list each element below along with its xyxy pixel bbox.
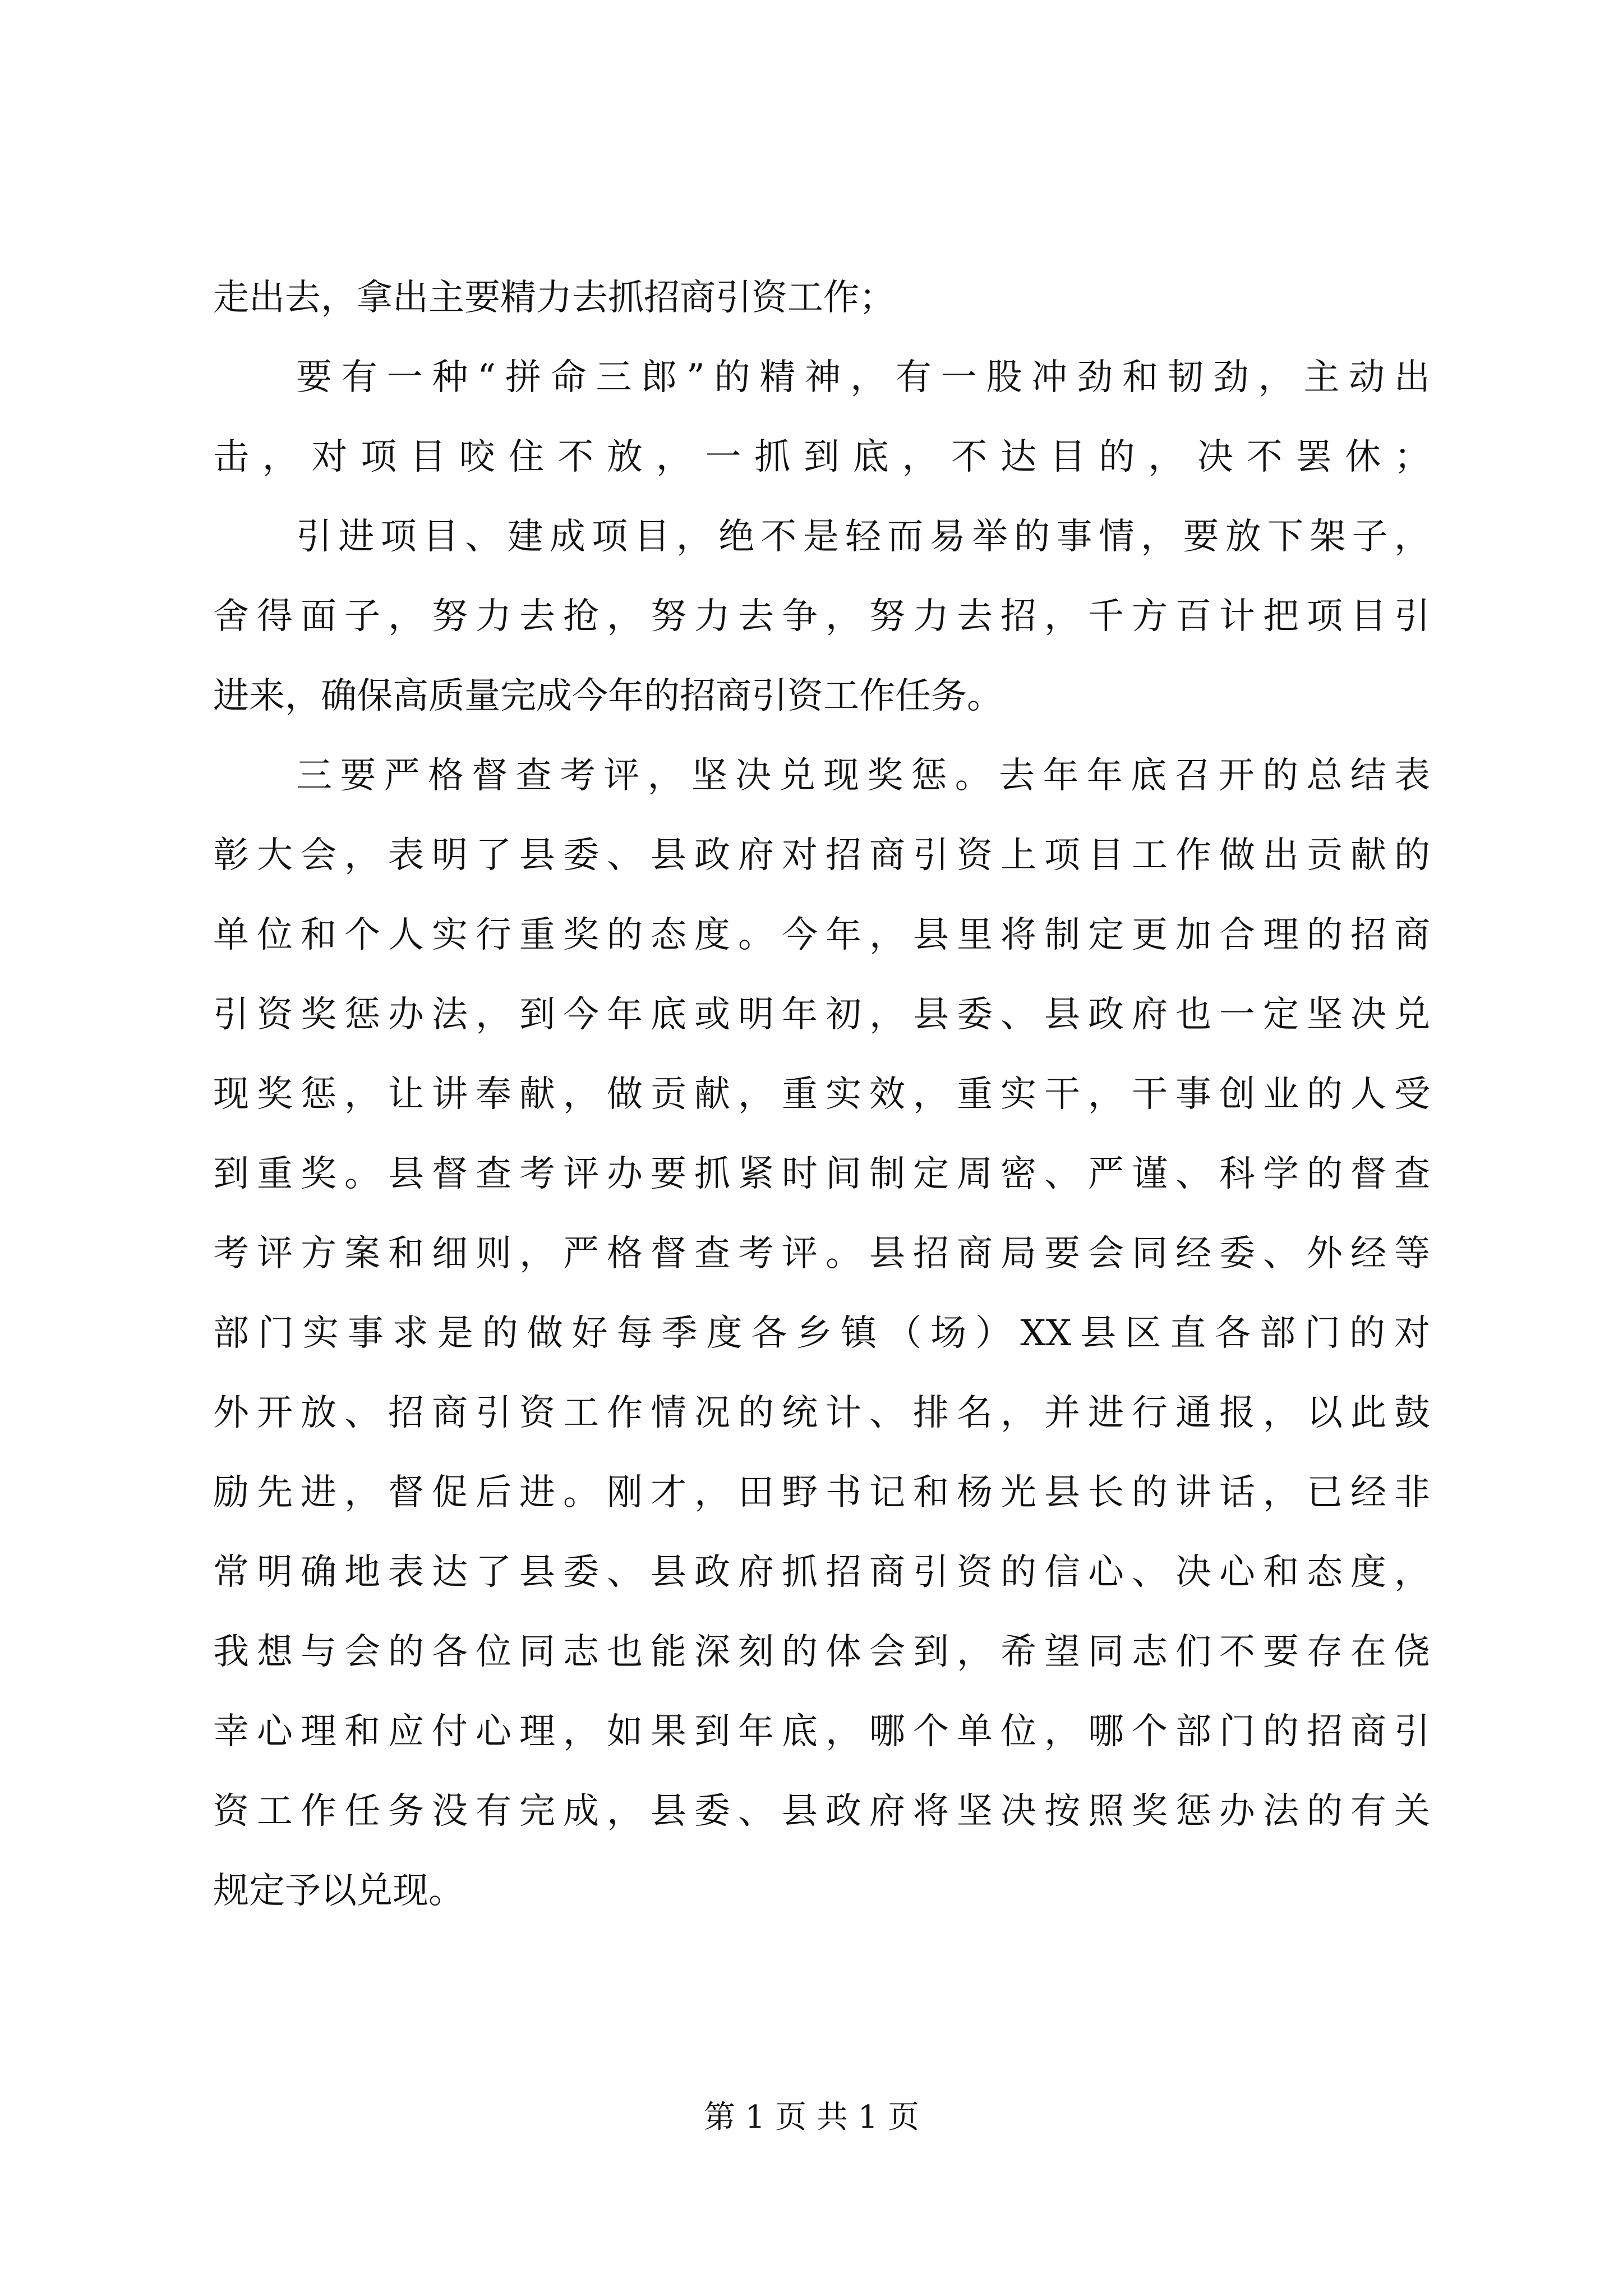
text-line: 引进项目、建成项目，绝不是轻而易举的事情，要放下架子， [296, 516, 1430, 558]
text-line: 要有一种“拼命三郎”的精神，有一股冲劲和韧劲，主动出 [296, 357, 1430, 398]
text-line: 进来，确保高质量完成今年的招商引资工作任务。 [213, 675, 1003, 717]
text-line: 到重奖。县督查考评办要抓紧时间制定周密、严谨、科学的督查 [213, 1153, 1430, 1195]
text-line: 我想与会的各位同志也能深刻的体会到，希望同志们不要存在侥 [213, 1631, 1430, 1673]
text-line: 资工作任务没有完成，县委、县政府将坚决按照奖惩办法的有关 [213, 1791, 1430, 1832]
text-line: 舍得面子，努力去抢，努力去争，努力去招，千方百计把项目引 [213, 596, 1430, 637]
text-line: 单位和个人实行重奖的态度。今年，县里将制定更加合理的招商 [213, 914, 1430, 956]
document-body [213, 258, 1430, 1931]
text-line: 幸心理和应付心理，如果到年底，哪个单位，哪个部门的招商引 [213, 1711, 1430, 1752]
text-line: 部门实事求是的做好每季度各乡镇（场）XX县区直各部门的对 [213, 1313, 1430, 1354]
page-footer: 第 1 页 共 1 页 [703, 2099, 920, 2136]
text-line: 考评方案和细则，严格督查考评。县招商局要会同经委、外经等 [213, 1233, 1430, 1274]
text-line: 三要严格督查考评，坚决兑现奖惩。去年年底召开的总结表 [296, 755, 1430, 797]
text-line: 击，对项目咬住不放，一抓到底，不达目的，决不罢休； [213, 436, 1430, 478]
text-line: 走出去，拿出主要精力去抓招商引资工作； [213, 277, 895, 319]
text-line: 外开放、招商引资工作情况的统计、排名，并进行通报，以此鼓 [213, 1392, 1430, 1434]
text-line: 常明确地表达了县委、县政府抓招商引资的信心、决心和态度， [213, 1552, 1430, 1593]
text-line: 彰大会，表明了县委、县政府对招商引资上项目工作做出贡献的 [213, 835, 1430, 876]
text-line: 引资奖惩办法，到今年底或明年初，县委、县政府也一定坚决兑 [213, 994, 1430, 1036]
text-line: 励先进，督促后进。刚才，田野书记和杨光县长的讲话，已经非 [213, 1472, 1430, 1513]
text-line: 规定予以兑现。 [213, 1870, 464, 1912]
text-line: 现奖惩，让讲奉献，做贡献，重实效，重实干，干事创业的人受 [213, 1074, 1430, 1115]
